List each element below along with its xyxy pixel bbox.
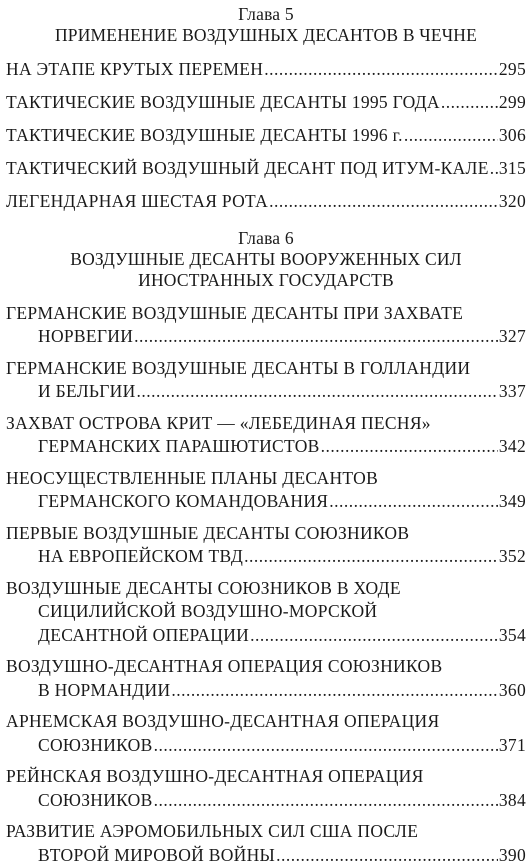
page-number: 342	[499, 435, 526, 459]
dot-leader	[154, 789, 498, 813]
page-number: 352	[499, 545, 526, 569]
toc-entry	[6, 710, 526, 757]
toc-entry-title: В НОРМАНДИИ	[38, 679, 170, 703]
toc-entry-title: ТАКТИЧЕСКИЙ ВОЗДУШНЫЙ ДЕСАНТ ПОД ИТУМ-КАЛЕ	[6, 157, 489, 181]
page-number: 349	[499, 490, 526, 514]
toc-entry-line	[6, 545, 526, 569]
toc-entry-title: СОЮЗНИКОВ	[38, 789, 153, 813]
page-number: 354	[499, 624, 526, 648]
toc-entry-line	[6, 522, 526, 546]
toc-entry	[6, 157, 526, 181]
toc-entry-title: И БЕЛЬГИИ	[38, 380, 136, 404]
chapter-5-title: ПРИМЕНЕНИЕ ВОЗДУШНЫХ ДЕСАНТОВ В ЧЕЧНЕ	[6, 25, 526, 46]
toc-entry-title: НА ЕВРОПЕЙСКОМ ТВД	[38, 545, 243, 569]
toc-entry-title: ДЕСАНТНОЙ ОПЕРАЦИИ	[38, 624, 249, 648]
dot-leader	[490, 157, 498, 181]
toc-entry-title: ГЕРМАНСКИХ ПАРАШЮТИСТОВ	[38, 435, 320, 459]
dot-leader	[134, 325, 498, 349]
page-number: 360	[499, 679, 526, 703]
toc-entry-title: ТАКТИЧЕСКИЕ ВОЗДУШНЫЕ ДЕСАНТЫ 1995 ГОДА	[6, 91, 440, 115]
dot-leader	[264, 58, 498, 82]
toc-entry-title: ГЕРМАНСКИЕ ВОЗДУШНЫЕ ДЕСАНТЫ ПРИ ЗАХВАТЕ	[6, 302, 463, 326]
toc-entry	[6, 820, 526, 867]
page-number: 371	[499, 734, 526, 758]
toc-entry-line	[6, 844, 526, 867]
toc-entry	[6, 412, 526, 459]
page-number: 320	[499, 190, 526, 214]
chapter-6-title-line-2: ИНОСТРАННЫХ ГОСУДАРСТВ	[6, 270, 526, 291]
toc-entry-line	[6, 734, 526, 758]
dot-leader	[250, 624, 498, 648]
toc-entry-title: РАЗВИТИЕ АЭРОМОБИЛЬНЫХ СИЛ США ПОСЛЕ	[6, 820, 418, 844]
page-number: 337	[499, 380, 526, 404]
toc-entry-title: ГЕРМАНСКОГО КОМАНДОВАНИЯ	[38, 490, 328, 514]
toc-entry	[6, 190, 526, 214]
page-number: 327	[499, 325, 526, 349]
toc-entry-title: НОРВЕГИИ	[38, 325, 133, 349]
toc-entry-line	[6, 577, 526, 601]
toc-entry-title: СОЮЗНИКОВ	[38, 734, 153, 758]
toc-entry-line	[6, 157, 526, 181]
toc-entry-title: ТАКТИЧЕСКИЕ ВОЗДУШНЫЕ ДЕСАНТЫ 1996 г.	[6, 124, 403, 148]
toc-entry-line	[6, 124, 526, 148]
toc-entry-line	[6, 820, 526, 844]
toc-entry	[6, 467, 526, 514]
dot-leader	[244, 545, 498, 569]
toc-entry-title: СИЦИЛИЙСКОЙ ВОЗДУШНО-МОРСКОЙ	[38, 600, 377, 624]
toc-entry-line	[6, 91, 526, 115]
toc-entry-line	[6, 302, 526, 326]
toc-entry	[6, 522, 526, 569]
chapter-6-heading	[6, 228, 526, 291]
toc-entry-title: ЛЕГЕНДАРНАЯ ШЕСТАЯ РОТА	[6, 190, 268, 214]
toc-entry-title: ПЕРВЫЕ ВОЗДУШНЫЕ ДЕСАНТЫ СОЮЗНИКОВ	[6, 522, 409, 546]
dot-leader	[329, 490, 498, 514]
page-number: 315	[499, 157, 526, 181]
toc-entry-title: ГЕРМАНСКИЕ ВОЗДУШНЫЕ ДЕСАНТЫ В ГОЛЛАНДИИ	[6, 357, 470, 381]
toc-entry-line	[6, 325, 526, 349]
toc-entry-line	[6, 490, 526, 514]
dot-leader	[404, 124, 498, 148]
dot-leader	[137, 380, 498, 404]
toc-entry-line	[6, 58, 526, 82]
toc-entry-title: ВОЗДУШНО-ДЕСАНТНАЯ ОПЕРАЦИЯ СОЮЗНИКОВ	[6, 655, 442, 679]
toc-entry-line	[6, 190, 526, 214]
dot-leader	[276, 844, 498, 867]
dot-leader	[441, 91, 498, 115]
toc-entry	[6, 91, 526, 115]
dot-leader	[321, 435, 498, 459]
page-number: 299	[499, 91, 526, 115]
toc-entry-line	[6, 412, 526, 436]
chapter-5-number: Глава 5	[6, 4, 526, 25]
toc-entry	[6, 58, 526, 82]
dot-leader	[171, 679, 497, 703]
page-number: 390	[499, 844, 526, 867]
chapter-5-heading	[6, 4, 526, 46]
toc-entry-title: ВТОРОЙ МИРОВОЙ ВОЙНЫ	[38, 844, 275, 867]
chapter-6-entries	[6, 302, 526, 867]
dot-leader	[269, 190, 498, 214]
toc-entry-line	[6, 624, 526, 648]
toc-entry-line	[6, 679, 526, 703]
chapter-6-title-line-1: ВОЗДУШНЫЕ ДЕСАНТЫ ВООРУЖЕННЫХ СИЛ	[6, 249, 526, 270]
page-number: 384	[499, 789, 526, 813]
toc-entry	[6, 577, 526, 648]
toc-entry	[6, 124, 526, 148]
toc-entry	[6, 357, 526, 404]
toc-entry-line	[6, 435, 526, 459]
dot-leader	[154, 734, 498, 758]
toc-entry-line	[6, 357, 526, 381]
toc-entry-title: ВОЗДУШНЫЕ ДЕСАНТЫ СОЮЗНИКОВ В ХОДЕ	[6, 577, 401, 601]
toc-entry-title: ЗАХВАТ ОСТРОВА КРИТ — «ЛЕБЕДИНАЯ ПЕСНЯ»	[6, 412, 431, 436]
toc-entry-line	[6, 765, 526, 789]
toc-entry	[6, 765, 526, 812]
toc-entry-line	[6, 380, 526, 404]
toc-entry-line	[6, 710, 526, 734]
toc-entry-title: НЕОСУЩЕСТВЛЕННЫЕ ПЛАНЫ ДЕСАНТОВ	[6, 467, 378, 491]
toc-entry-line	[6, 600, 526, 624]
toc-entry-title: РЕЙНСКАЯ ВОЗДУШНО-ДЕСАНТНАЯ ОПЕРАЦИЯ	[6, 765, 424, 789]
toc-entry-title: АРНЕМСКАЯ ВОЗДУШНО-ДЕСАНТНАЯ ОПЕРАЦИЯ	[6, 710, 439, 734]
toc-entry-line	[6, 789, 526, 813]
toc-entry	[6, 655, 526, 702]
page-number: 295	[499, 58, 526, 82]
chapter-6-number: Глава 6	[6, 228, 526, 249]
page-number: 306	[499, 124, 526, 148]
toc-entry-title: НА ЭТАПЕ КРУТЫХ ПЕРЕМЕН	[6, 58, 263, 82]
toc-entry-line	[6, 467, 526, 491]
toc-entry-line	[6, 655, 526, 679]
chapter-5-entries	[6, 58, 526, 214]
toc-entry	[6, 302, 526, 349]
